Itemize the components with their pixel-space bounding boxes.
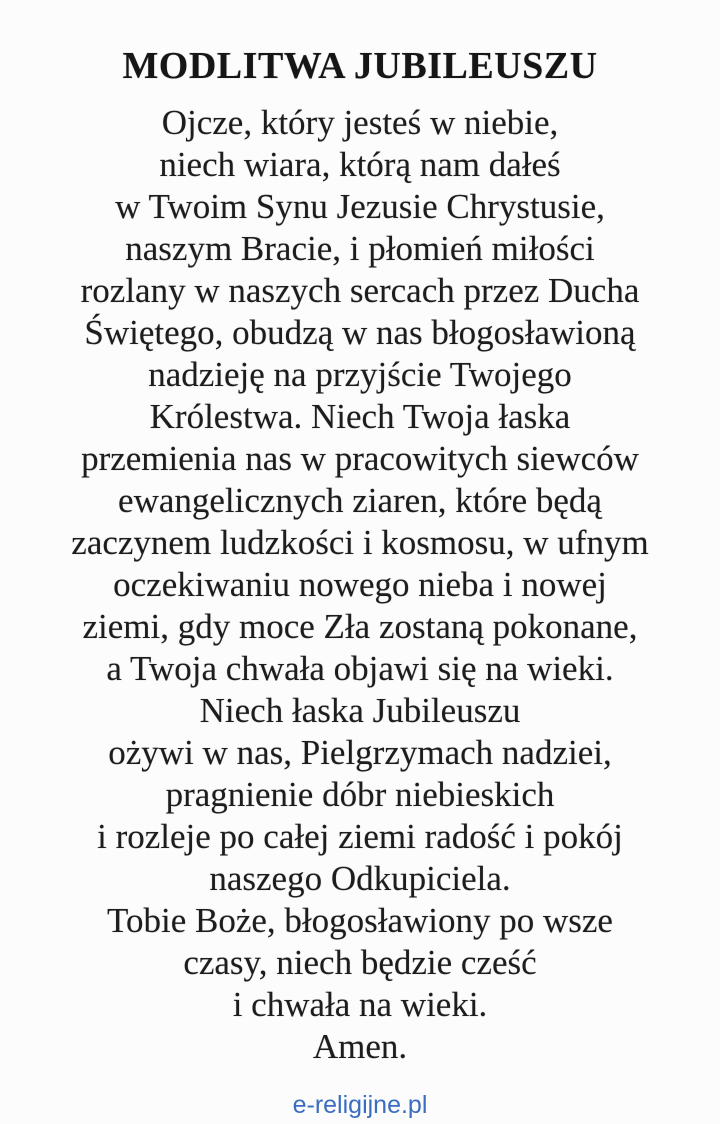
prayer-line: w Twoim Synu Jezusie Chrystusie,: [115, 187, 605, 226]
prayer-line: Niech łaska Jubileuszu: [199, 691, 521, 730]
prayer-line: Amen.: [312, 1027, 408, 1066]
prayer-line: Ojcze, który jesteś w niebie,: [161, 103, 559, 142]
prayer-line: naszym Bracie, i płomień miłości: [125, 229, 595, 268]
watermark-site-label: e-religijne.pl: [292, 1091, 428, 1119]
prayer-line: naszego Odkupiciela.: [209, 859, 511, 898]
prayer-line: a Twoja chwała objawi się na wieki.: [106, 649, 614, 688]
prayer-line: niech wiara, którą nam dałeś: [159, 145, 561, 184]
prayer-line: ożywi w nas, Pielgrzymach nadziei,: [108, 733, 612, 772]
prayer-line: Świętego, obudzą w nas błogosławioną: [84, 313, 636, 352]
prayer-line: Tobie Boże, błogosławiony po wsze: [107, 901, 613, 940]
prayer-line: ewangelicznych ziaren, które będą: [118, 481, 602, 520]
prayer-line: zaczynem ludzkości i kosmosu, w ufnym: [71, 523, 649, 562]
prayer-body: [10, 102, 710, 1068]
prayer-line: rozlany w naszych sercach przez Ducha: [80, 271, 640, 310]
prayer-line: przemienia nas w pracowitych siewców: [81, 439, 639, 478]
prayer-line: nadzieję na przyjście Twojego: [148, 355, 572, 394]
prayer-line: pragnienie dóbr niebieskich: [165, 775, 555, 814]
prayer-title: MODLITWA JUBILEUSZU: [122, 45, 598, 87]
prayer-line: oczekiwaniu nowego nieba i nowej: [113, 565, 607, 604]
prayer-line: czasy, niech będzie cześć: [183, 943, 537, 982]
prayer-line: i chwała na wieki.: [232, 985, 488, 1024]
prayer-line: i rozleje po całej ziemi radość i pokój: [97, 817, 623, 856]
prayer-line: ziemi, gdy moce Zła zostaną pokonane,: [82, 607, 638, 646]
prayer-line: Królestwa. Niech Twoja łaska: [149, 397, 571, 436]
